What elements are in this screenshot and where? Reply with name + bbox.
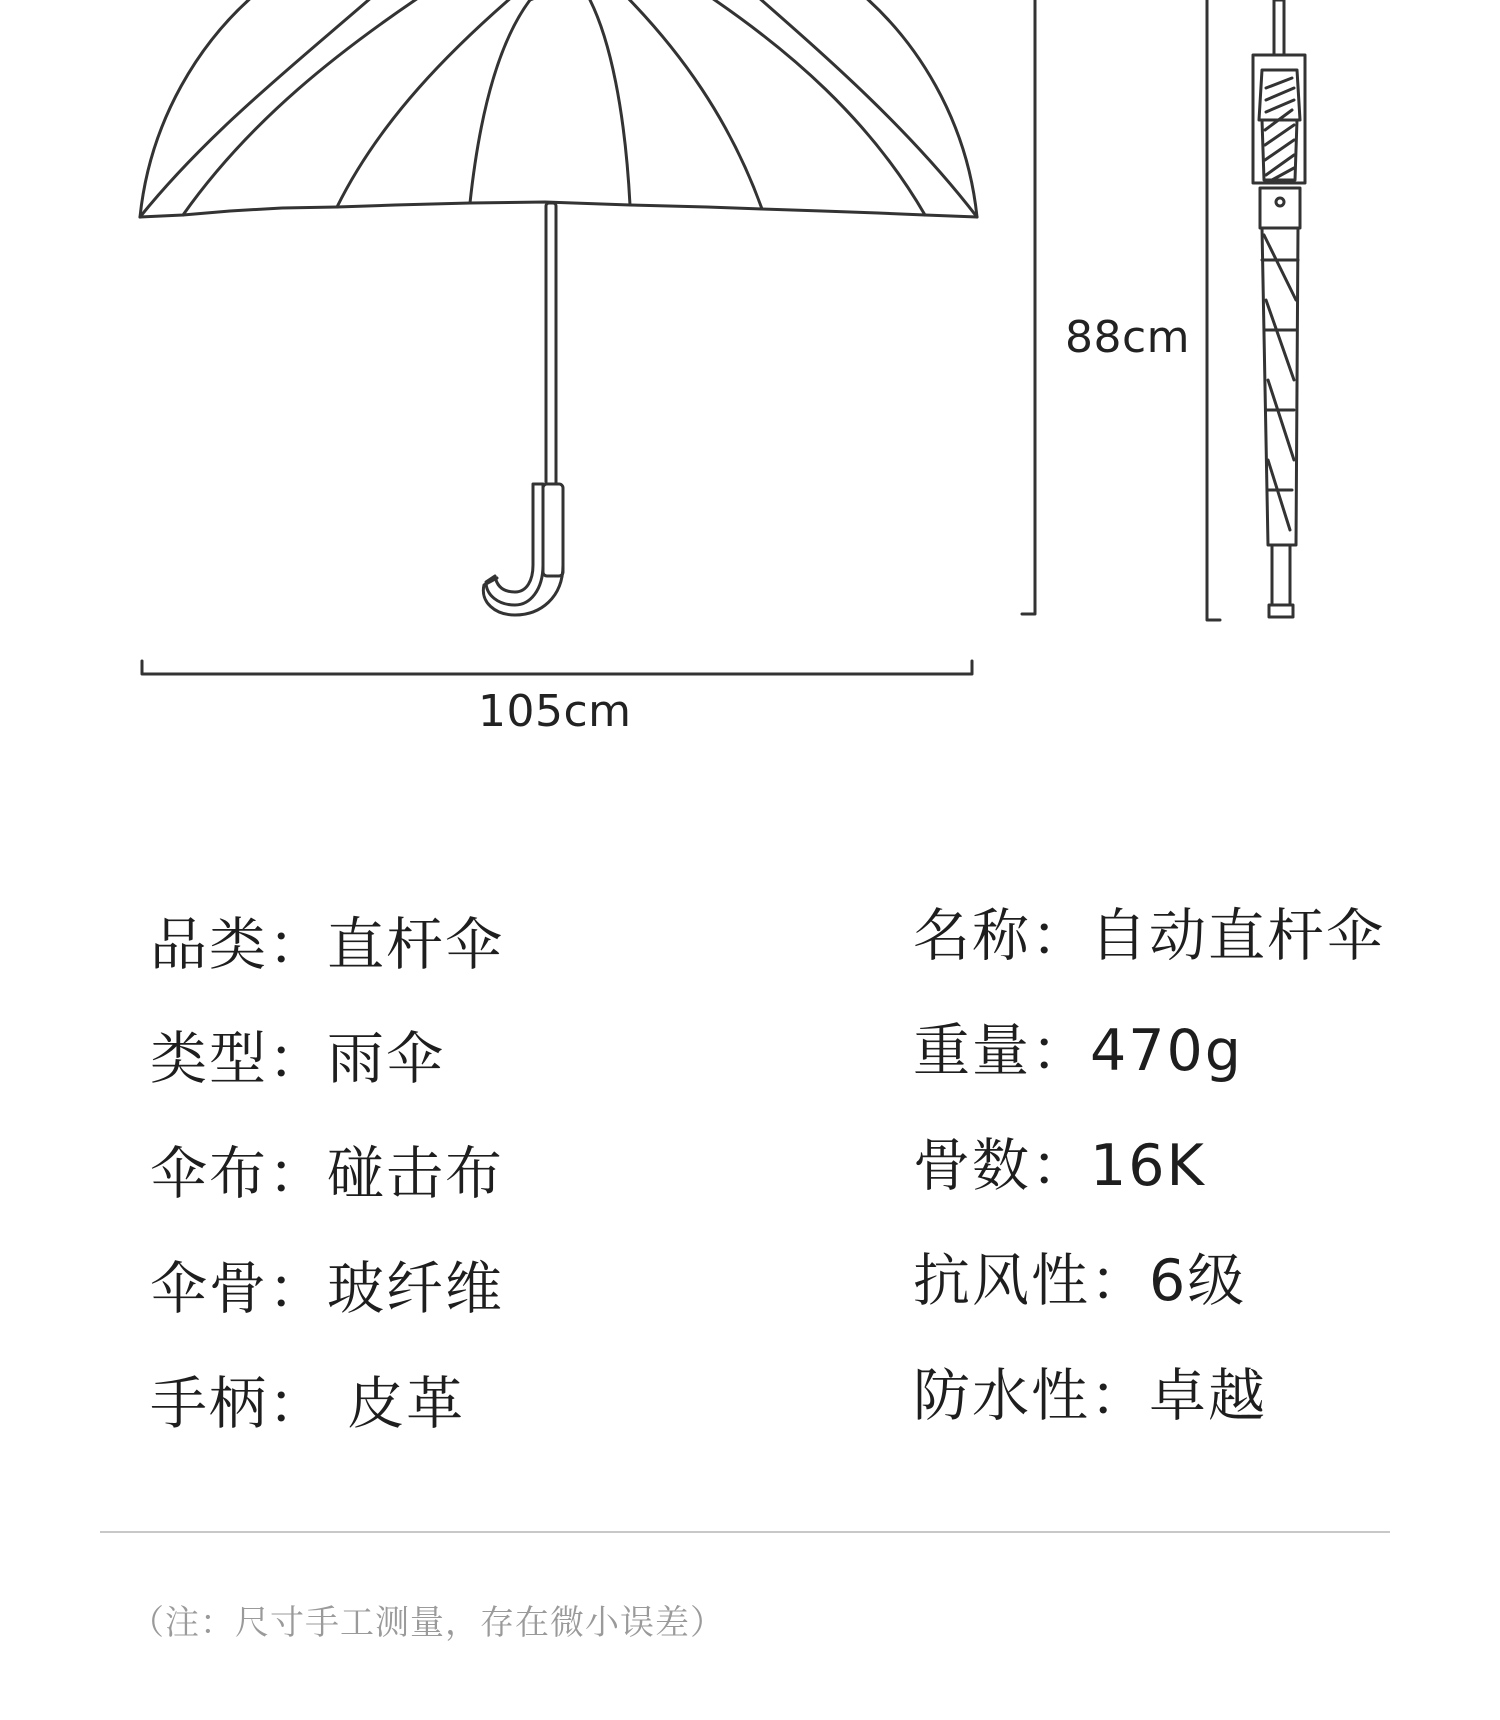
open-umbrella-canopy: [140, 0, 977, 217]
j-hook-handle: [486, 484, 543, 605]
spec-row-name: [913, 890, 1385, 972]
spec-label: 手柄：: [150, 1371, 327, 1437]
spec-value: 碰击布: [327, 1141, 504, 1207]
spec-row-weight: [913, 1005, 1243, 1087]
spec-label: 重量：: [913, 1018, 1090, 1084]
measurement-note: （注：尺寸手工测量，存在微小误差）: [130, 1603, 725, 1643]
spec-value: 自动直杆伞: [1090, 903, 1385, 969]
spec-value: 玻纤维: [327, 1256, 504, 1322]
spec-value: 卓越: [1149, 1363, 1267, 1429]
spec-row-ribs-material: [150, 1243, 504, 1325]
height-label: 88cm: [1065, 312, 1191, 363]
spec-value: 皮革: [327, 1371, 466, 1437]
spec-label: 防水性：: [913, 1363, 1149, 1429]
spec-label: 名称：: [913, 903, 1090, 969]
height-dimension-line: [1022, 0, 1035, 614]
spec-row-wind-resistance: [913, 1235, 1246, 1317]
spec-label: 伞骨：: [150, 1256, 327, 1322]
umbrella-dimension-diagram: [0, 0, 1500, 720]
spec-row-category: [150, 899, 504, 981]
spec-value: 470g: [1090, 1018, 1243, 1084]
spec-row-rib-count: [913, 1120, 1206, 1202]
spec-row-fabric: [150, 1128, 504, 1210]
spec-label: 伞布：: [150, 1141, 327, 1207]
spec-value: 直杆伞: [327, 912, 504, 978]
width-label: 105cm: [478, 686, 632, 737]
spec-label: 品类：: [150, 912, 327, 978]
spec-row-handle: [150, 1358, 465, 1440]
spec-value: 雨伞: [327, 1026, 445, 1092]
spec-value: 6级: [1149, 1248, 1247, 1314]
closed-umbrella: [1207, 0, 1305, 620]
spec-label: 类型：: [150, 1026, 327, 1092]
spec-row-waterproof: [913, 1350, 1267, 1432]
width-dimension-line: [142, 661, 972, 674]
divider: [100, 1531, 1390, 1533]
umbrella-shaft: [546, 203, 556, 486]
spec-label: 抗风性：: [913, 1248, 1149, 1314]
spec-row-type: [150, 1013, 445, 1095]
spec-value: 16K: [1090, 1133, 1206, 1199]
spec-label: 骨数：: [913, 1133, 1090, 1199]
